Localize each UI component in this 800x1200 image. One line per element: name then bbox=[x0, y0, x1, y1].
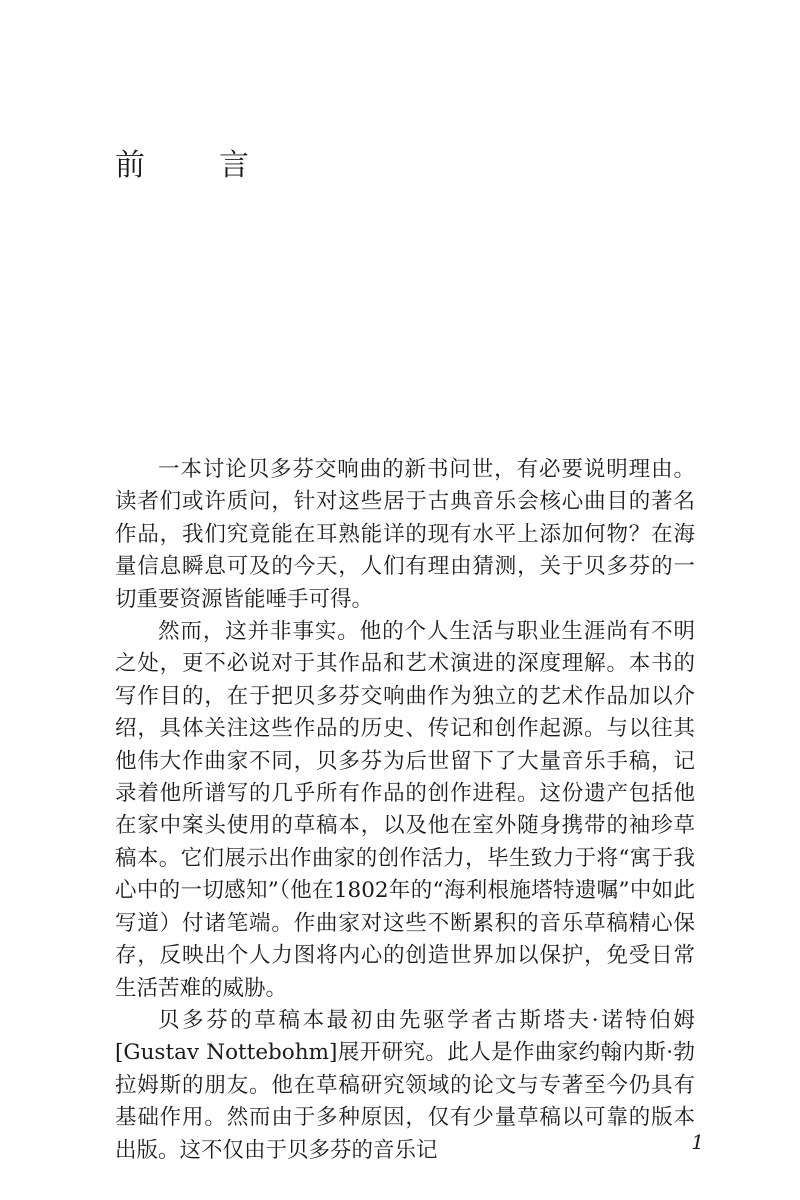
page-number: 1 bbox=[691, 1130, 704, 1154]
paragraph: 然而，这并非事实。他的个人生活与职业生涯尚有不明之处，更不必说对于其作品和艺术演进的深度理解。本书的写作目的，在于把贝多芬交响曲作为独立的艺术作品加以介绍，具体关注这些作品的历史、传记和创作起源。与以往其他伟大作曲家不同，贝多芬为后世留下了大量音乐手稿，记录着他所谱写的几乎所有作品的创作进程。这份遗产包括他在家中案头使用的草稿本，以及他在室外随身携带的袖珍草稿本。它们展示出作曲家的创作活力，毕生致力于将“寓于我心中的一切感知”（他在1802年的“海利根施塔特遗嘱”中如此写道）付诸笔端。作曲家对这些不断累积的音乐草稿精心保存，反映出个人力图将内心的创造世界加以保护，免受日常生活苦难的威胁。 bbox=[115, 619, 695, 1001]
chapter-title: 前 言 bbox=[115, 148, 271, 183]
body-text bbox=[115, 454, 695, 1167]
paragraph: 贝多芬的草稿本最初由先驱学者古斯塔夫·诺特伯姆[Gustav Nottebohm]展开研究。此人是作曲家约翰内斯·勃拉姆斯的朋友。他在草稿研究领域的论文与专著至今仍具有基础作用。然而由于多种原因，仅有少量草稿以可靠的版本出版。这不仅由于贝多芬的音乐记 bbox=[115, 1007, 695, 1163]
paragraph: 一本讨论贝多芬交响曲的新书问世，有必要说明理由。读者们或许质问，针对这些居于古典音乐会核心曲目的著名作品，我们究竟能在耳熟能详的现有水平上添加何物？在海量信息瞬息可及的今天，人们有理由猜测，关于贝多芬的一切重要资源皆能唾手可得。 bbox=[115, 457, 695, 612]
